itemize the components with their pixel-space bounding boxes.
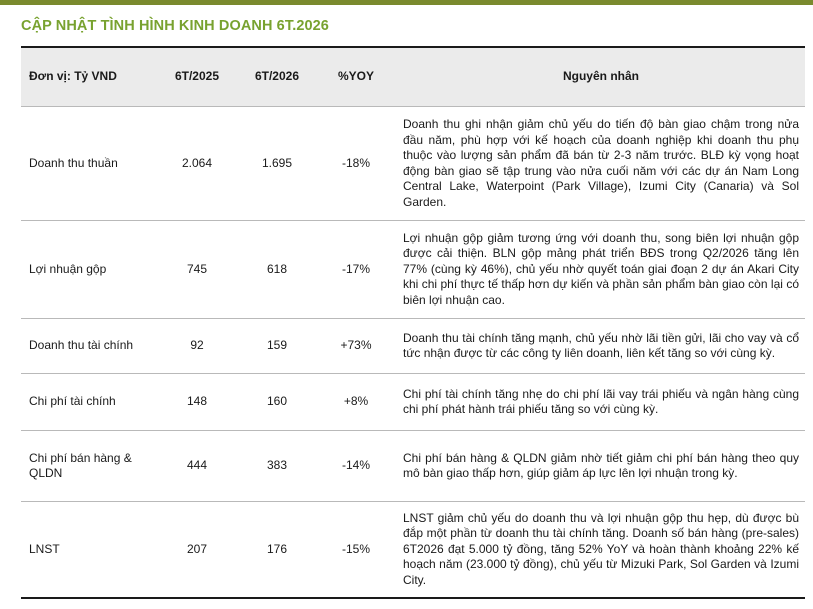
table-row [21,319,805,374]
row-item: LNST [29,541,60,556]
row-value-2025: 148 [186,394,208,409]
row-item: Lợi nhuận gộp [29,261,107,276]
row-value-2026: 159 [266,338,288,353]
business-update-table [21,48,805,599]
top-accent-rule [0,0,813,5]
table-row [21,502,805,599]
row-yoy: -14% [341,458,370,473]
row-item: Doanh thu thuần [29,155,118,170]
row-value-2026: 1.695 [261,155,293,170]
header-unit: Đơn vị: Tỷ VND [29,69,117,84]
row-reason: Chi phí bán hàng & QLDN giảm nhờ tiết giảm chi phí bán hàng theo quy mô bàn giao thấp hơn, giúp giảm áp lực lên lợi nhuận trong kỳ. [403,450,799,480]
row-yoy: -17% [341,261,370,276]
row-value-2025: 2.064 [181,155,213,170]
row-value-2025: 745 [186,261,208,276]
header-yoy: %YOY [337,69,374,84]
row-reason: Doanh thu tài chính tăng mạnh, chủ yếu nhờ lãi tiền gửi, lãi cho vay và cổ tức nhận được từ các công ty liên doanh, liên kết tăng so với cùng kỳ. [403,330,799,360]
header-6t2025: 6T/2025 [174,69,220,84]
row-item: Chi phí bán hàng & QLDN [29,450,132,480]
row-yoy: -18% [341,155,370,170]
row-reason: LNST giảm chủ yếu do doanh thu và lợi nhuận gộp thu hẹp, dù được bù đắp một phần từ doanh thu tài chính tăng. Doanh số bán hàng (pre-sales) 6T2026 đạt 5.000 tỷ đồng, tăng 52% YoY và hoàn thành khoảng 22% kế hoạch năm (23.000 tỷ đồng), chủ yếu từ Mizuki Park, Sol Garden và Izumi City. [403,510,799,587]
header-reason: Nguyên nhân [562,69,639,84]
page-title: CẬP NHẬT TÌNH HÌNH KINH DOANH 6T.2026 [21,18,329,34]
row-yoy: -15% [341,541,370,556]
row-reason: Doanh thu ghi nhận giảm chủ yếu do tiến độ bàn giao chậm trong nửa đầu năm, phù hợp với kế hoạch của doanh nghiệp khi doanh thu phụ thuộc vào lượng sản phẩm đã bán từ 2-3 năm trước. BLĐ kỳ vọng hoạt động bàn giao sẽ tập trung vào nửa cuối năm với các dự án Nam Long Central Lake, Waterpoint (Park Village), Izumi City (Canaria) và Sol Garden. [403,117,799,209]
row-value-2026: 383 [266,458,288,473]
row-value-2025: 207 [186,541,208,556]
table-row [21,431,805,502]
row-reason: Chi phí tài chính tăng nhẹ do chi phí lãi vay trái phiếu và ngân hàng cùng chi phí phát hành trái phiếu tăng so với cùng kỳ. [403,386,799,416]
row-value-2025: 444 [186,458,208,473]
header-6t2026: 6T/2026 [254,69,300,84]
table-row [21,221,805,319]
row-value-2026: 618 [266,261,288,276]
row-item: Chi phí tài chính [29,394,116,409]
row-item: Doanh thu tài chính [29,338,134,353]
table-row [21,374,805,431]
row-reason: Lợi nhuận gộp giảm tương ứng với doanh thu, song biên lợi nhuận gộp được cải thiện. BLN gộp mảng phát triển BĐS trong Q2/2026 tăng lên 77% (cùng kỳ 46%), chủ yếu nhờ quyết toán giai đoạn 2 dự án Akari City khi chi phí thực tế thấp hơn dự kiến và phần sản phẩm bàn giao còn lại có biên lợi nhuận cao. [403,230,799,307]
row-value-2026: 160 [266,394,288,409]
row-value-2026: 176 [266,541,288,556]
row-value-2025: 92 [190,338,204,353]
row-yoy: +8% [343,394,369,409]
row-yoy: +73% [340,338,372,353]
table-row [21,107,805,221]
table-header-row [21,48,805,107]
